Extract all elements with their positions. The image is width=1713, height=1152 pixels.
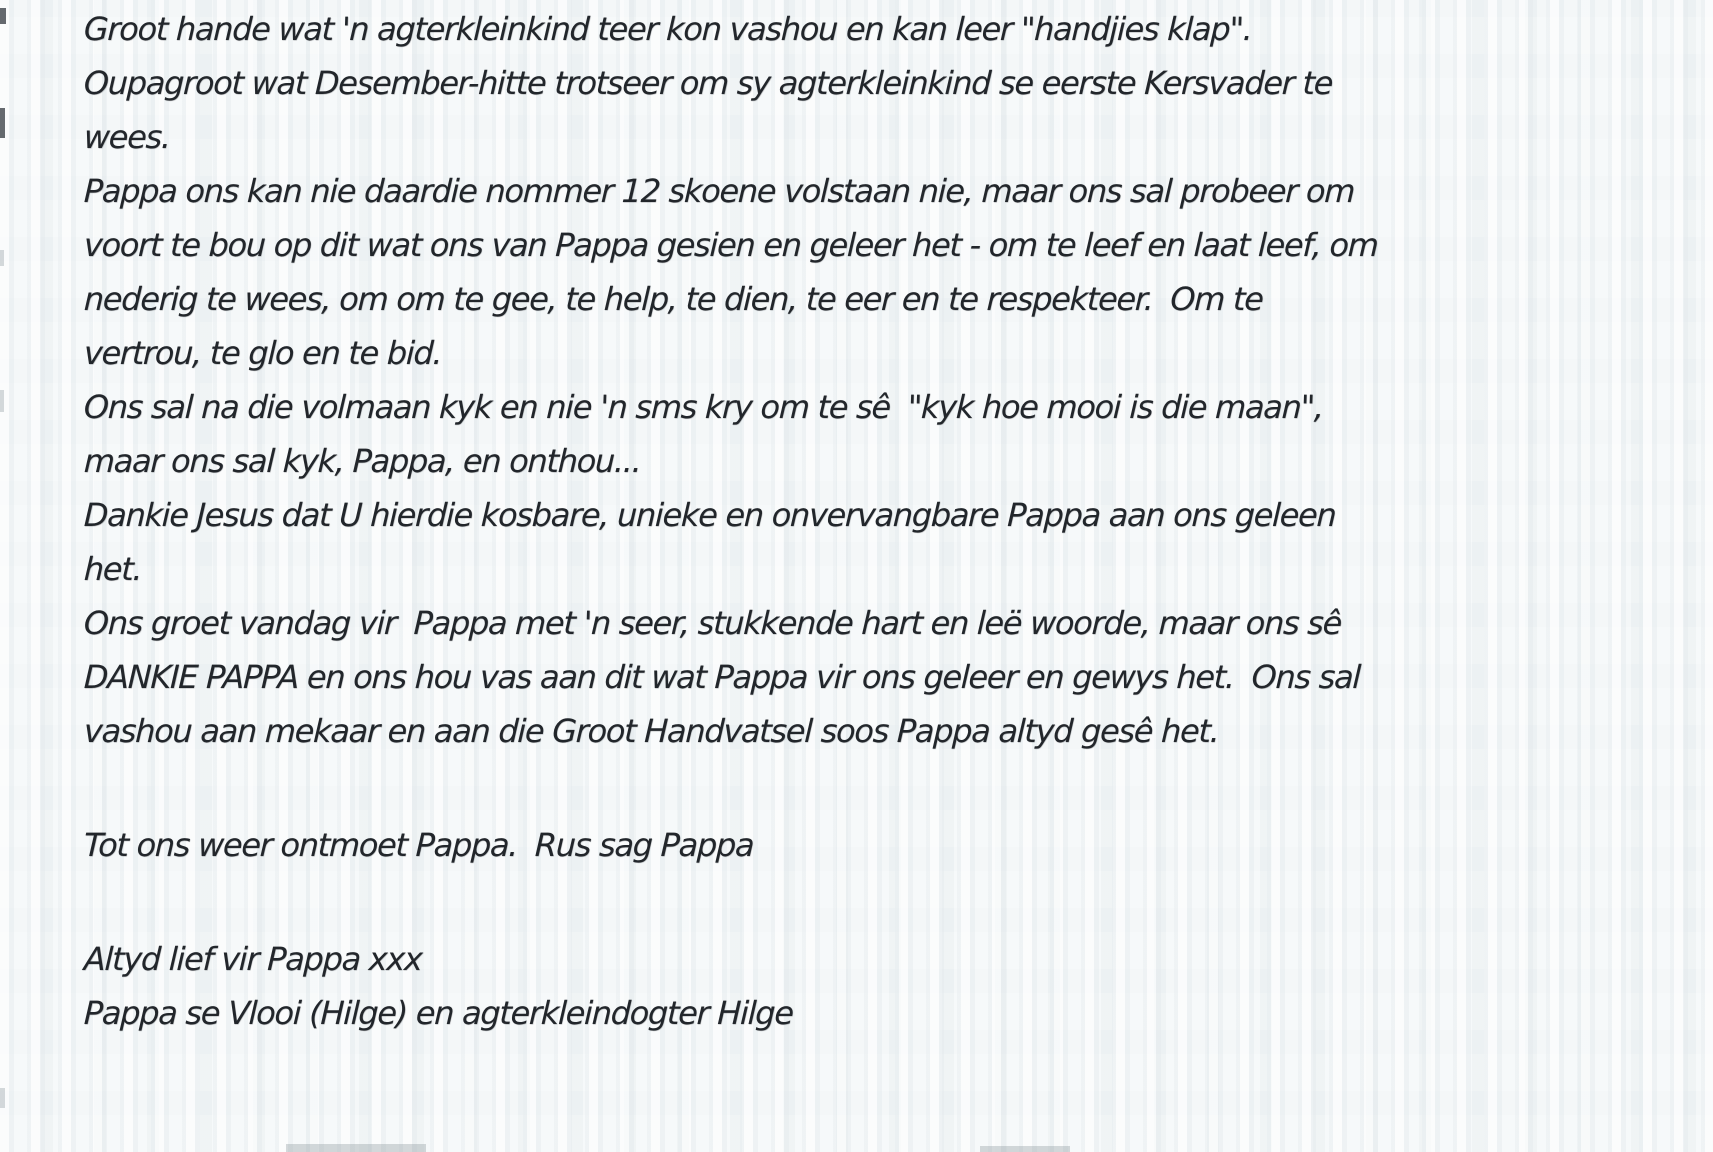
text-line: nederig te wees, om om te gee, te help, te dien, te eer en te respekteer. Om te [83,280,1264,318]
text-line: vertrou, te glo en te bid. [83,334,443,372]
text-line: Pappa se Vlooi (Hilge) en agterkleindogter Hilge [83,994,794,1032]
text-line: Pappa ons kan nie daardie nommer 12 skoene volstaan nie, maar ons sal probeer om [83,172,1355,210]
scan-artifact [0,390,4,412]
scan-artifact [980,1146,1070,1152]
text-line: Altyd lief vir Pappa xxx [83,940,423,978]
text-line: Ons groet vandag vir Pappa met 'n seer, stukkende hart en leë woorde, maar ons sê [83,604,1342,642]
text-line: Oupagroot wat Desember-hitte trotseer om sy agterkleinkind se eerste Kersvader te [83,64,1333,102]
text-block [83,2,1563,1040]
scan-artifact [0,250,4,266]
text-line: het. [83,550,143,588]
text-line: wees. [83,118,171,156]
scan-artifact [0,108,5,138]
text-line: Groot hande wat 'n agterkleinkind teer kon vashou en kan leer "handjies klap". [83,10,1253,48]
scan-artifact [0,1088,5,1108]
text-line: voort te bou op dit wat ons van Pappa gesien en geleer het - om te leef en laat leef, om [83,226,1379,264]
text-line: Dankie Jesus dat U hierdie kosbare, unieke en onvervangbare Pappa aan ons geleen [83,496,1337,534]
scan-artifact [286,1144,426,1152]
text-line: maar ons sal kyk, Pappa, en onthou... [83,442,642,480]
scan-artifact [0,8,6,24]
text-line: DANKIE PAPPA en ons hou vas aan dit wat Pappa vir ons geleer en gewys het. Ons sal [83,658,1361,696]
text-line: Tot ons weer ontmoet Pappa. Rus sag Pappa [83,826,754,864]
text-line: Ons sal na die volmaan kyk en nie 'n sms kry om te sê "kyk hoe mooi is die maan", [83,388,1324,426]
text-line: vashou aan mekaar en aan die Groot Handvatsel soos Pappa altyd gesê het. [83,712,1220,750]
